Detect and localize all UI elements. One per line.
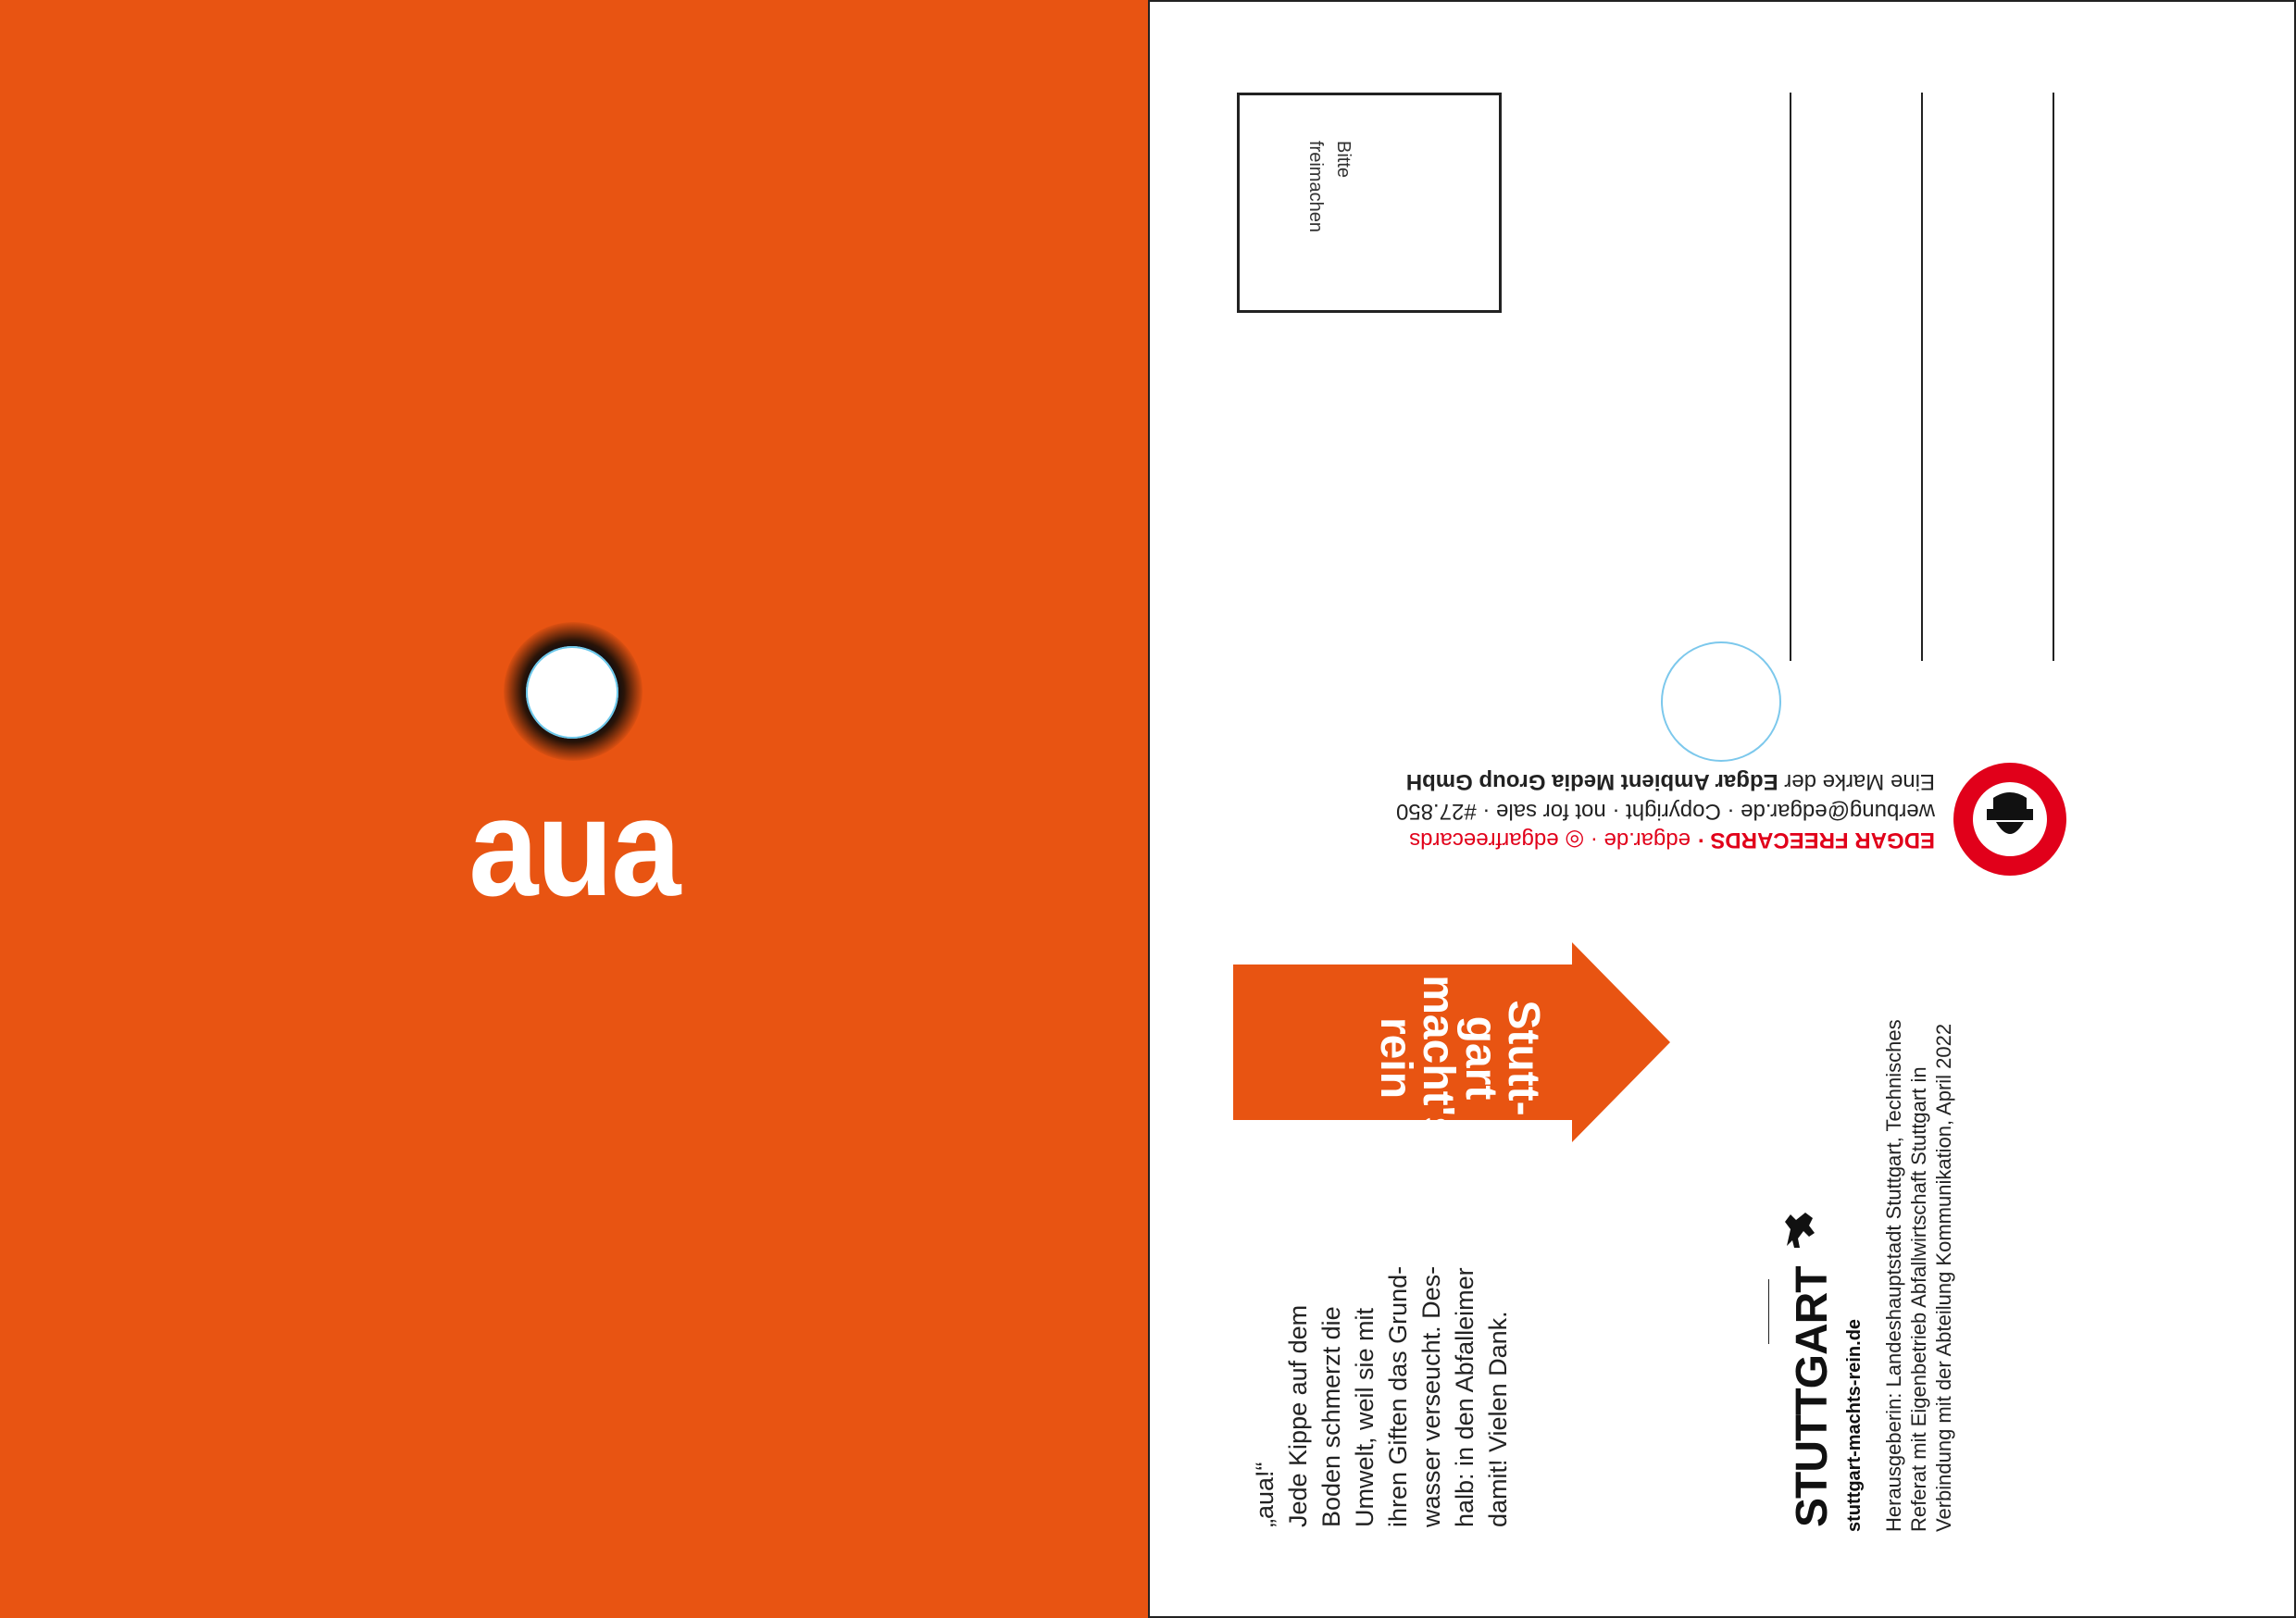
- quote-line-7: halb: in den Abfalleimer: [1451, 1267, 1479, 1527]
- brand-social: edgarfreecards: [1409, 828, 1559, 853]
- brand-name: EDGAR FREECARDS: [1710, 828, 1935, 853]
- arrow-line-4: rein: [1371, 1016, 1420, 1100]
- quote-line-1: „aua!“: [1251, 1462, 1279, 1527]
- arrow-line-1: Stutt-: [1499, 1000, 1548, 1116]
- brand-line3-prefix: Eine Marke der: [1778, 769, 1935, 794]
- logo-divider: [1768, 1279, 1769, 1344]
- brand-line-1: [1409, 827, 1935, 853]
- address-line-1: [1790, 93, 1791, 661]
- stuttgart-wordmark: STUTTGART: [1788, 1266, 1837, 1527]
- address-line-3: [2053, 93, 2054, 661]
- quote-line-8: damit! Vielen Dank.: [1484, 1311, 1512, 1527]
- brand-line-2: werbung@edgar.de · Copyright · not for sale · #27.850: [1395, 799, 1935, 824]
- quote-line-3: Boden schmerzt die: [1317, 1306, 1345, 1527]
- brand-links: edgar.de ·: [1584, 828, 1691, 853]
- arrow-text: [1371, 965, 1548, 1151]
- publisher-line-3: Verbindung mit der Abteilung Kommunikation, April 2022: [1932, 1023, 1955, 1532]
- quote-line-2: Jede Kippe auf dem: [1284, 1304, 1312, 1527]
- arrow-line-3: macht's: [1414, 975, 1463, 1141]
- brand-line3-bold: Edgar Ambient Media Group GmbH: [1405, 769, 1778, 794]
- brand-line-3: [1406, 768, 1935, 794]
- edgar-mascot-icon: [1952, 761, 2068, 877]
- stamp-box-label: [1302, 141, 1357, 326]
- hole-outline: [1661, 641, 1781, 762]
- publisher-info: [1881, 958, 1956, 1532]
- publisher-line-1: Herausgeberin: Landeshauptstadt Stuttgart, Technisches: [1882, 1019, 1905, 1532]
- quote-line-4: Umwelt, weil sie mit: [1351, 1307, 1379, 1527]
- stamp-box: [1237, 93, 1502, 313]
- brand-social-icon: ◎: [1558, 828, 1585, 853]
- stamp-label-line2: freimachen: [1305, 141, 1326, 232]
- publisher-line-2: Referat mit Eigenbetrieb Abfallwirtschaft Stuttgart in: [1907, 1066, 1930, 1532]
- stuttgart-horse-icon: [1778, 1201, 1822, 1253]
- quote-line-6: wasser verseucht. Des-: [1417, 1265, 1445, 1527]
- quote-text: [1248, 1129, 1515, 1527]
- front-word: aua: [468, 769, 680, 925]
- burn-hole: [526, 646, 618, 739]
- address-line-2: [1921, 93, 1923, 661]
- campaign-url: stuttgart-machts-rein.de: [1844, 1318, 1865, 1532]
- arrow-line-2: gart: [1456, 1015, 1505, 1101]
- brand-separator: ·: [1690, 828, 1711, 853]
- stamp-label-line1: Bitte: [1333, 141, 1354, 179]
- quote-line-5: ihren Giften das Grund-: [1384, 1265, 1412, 1527]
